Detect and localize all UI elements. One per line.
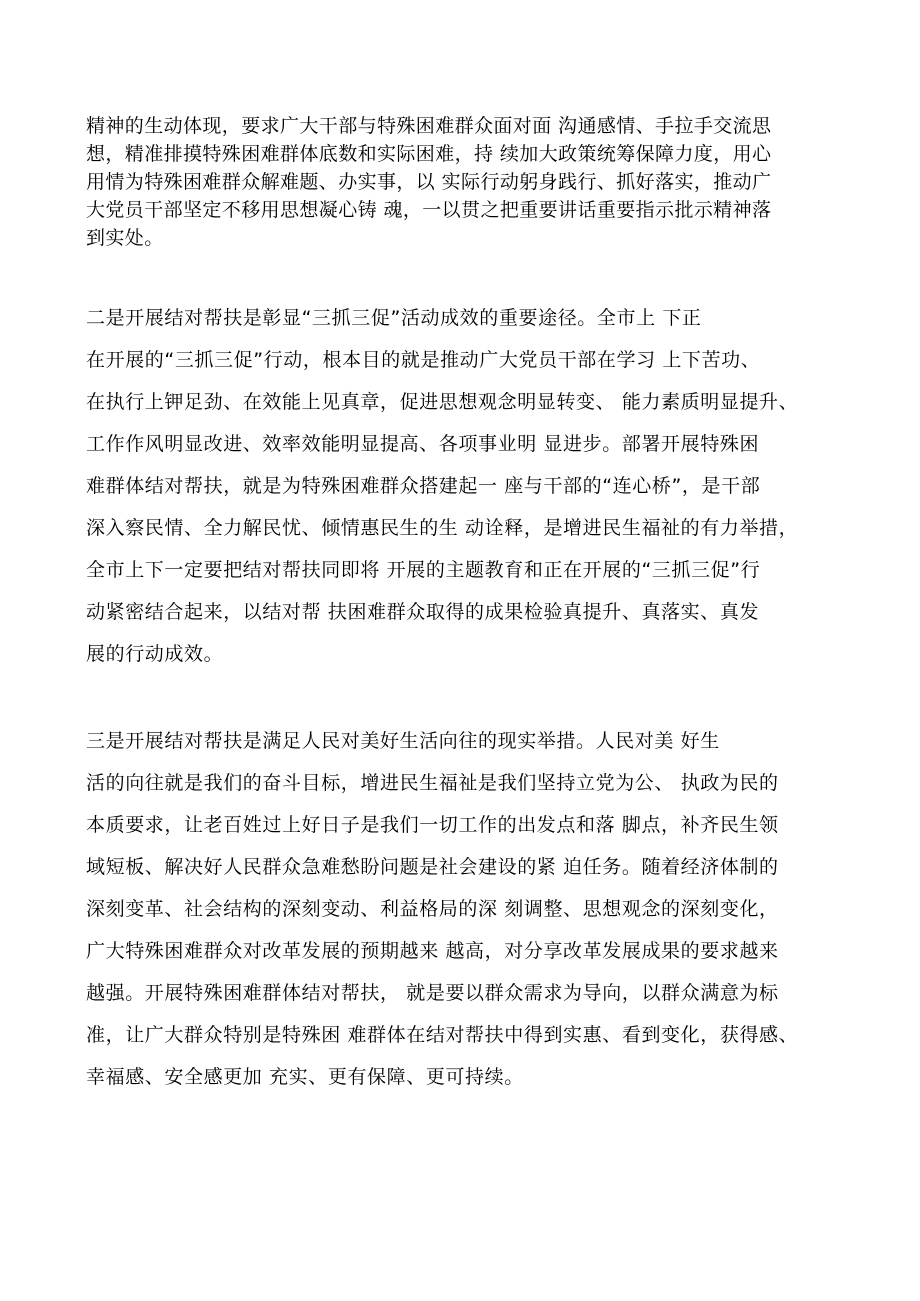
text-line: 大党员干部坚定不移用思想凝心铸 魂，一以贯之把重要讲话重要指示批示精神落	[86, 199, 772, 221]
text-line: 全市上下一定要把结对帮扶同即将 开展的主题教育和正在开展的“三抓三促”行	[86, 559, 761, 581]
text-line: 到实处。	[86, 227, 164, 249]
text-line: 想，精准排摸特殊困难群体底数和实际困难，持 续加大政策统筹保障力度，用心	[86, 143, 772, 165]
text-line: 准，让广大群众特别是特殊困 难群体在结对帮扶中得到实惠、看到变化，获得感、	[86, 1024, 799, 1046]
text-line: 在执行上钾足劲、在效能上见真章，促进思想观念明显转变、 能力素质明显提升、	[86, 391, 799, 413]
text-line: 本质要求，让老百姓过上好日子是我们一切工作的出发点和落 脚点，补齐民生领	[86, 814, 779, 836]
paragraph-2	[86, 297, 846, 675]
text-line: 三是开展结对帮扶是满足人民对美好生活向往的现实举措。人民对美 好生	[86, 730, 720, 752]
paragraph-1	[86, 112, 846, 252]
text-line: 幸福感、安全感更加 充实、更有保障、更可持续。	[86, 1066, 524, 1088]
text-line: 越强。开展特殊困难群体结对帮扶， 就是要以群众需求为导向，以群众满意为标	[86, 982, 779, 1004]
text-line: 动紧密结合起来，以结对帮 扶困难群众取得的成果检验真提升、真落实、真发	[86, 601, 760, 623]
text-line: 难群体结对帮扶，就是为特殊困难群众搭建起一 座与干部的“连心桥”，是干部	[86, 475, 761, 497]
text-line: 活的向往就是我们的奋斗目标，增进民生福祉是我们坚持立党为公、 执政为民的	[86, 772, 779, 794]
text-line: 用情为特殊困难群众解难题、办实事，以 实际行动躬身践行、抓好落实，推动广	[86, 171, 772, 193]
paragraph-3	[86, 720, 846, 1098]
text-line: 深入察民情、全力解民忧、倾情惠民生的生 动诠释，是增进民生福祉的有力举措，	[86, 517, 799, 539]
text-line: 深刻变革、社会结构的深刻变动、利益格局的深 刻调整、思想观念的深刻变化，	[86, 898, 779, 920]
text-line: 二是开展结对帮扶是彰显“三抓三促”活动成效的重要途径。全市上 下正	[86, 307, 702, 329]
text-line: 广大特殊困难群众对改革发展的预期越来 越高，对分享改革发展成果的要求越来	[86, 940, 779, 962]
text-line: 在开展的“三抓三促”行动，根本目的就是推动广大党员干部在学习 上下苦功、	[86, 349, 761, 371]
text-line: 域短板、解决好人民群众急难愁盼问题是社会建设的紧 迫任务。随着经济体制的	[86, 856, 779, 878]
text-line: 精神的生动体现，要求广大干部与特殊困难群众面对面 沟通感情、手拉手交流思	[86, 115, 772, 137]
text-line: 展的行动成效。	[86, 643, 224, 665]
text-line: 工作作风明显改进、效率效能明显提高、各项事业明 显进步。部署开展特殊困	[86, 433, 760, 455]
